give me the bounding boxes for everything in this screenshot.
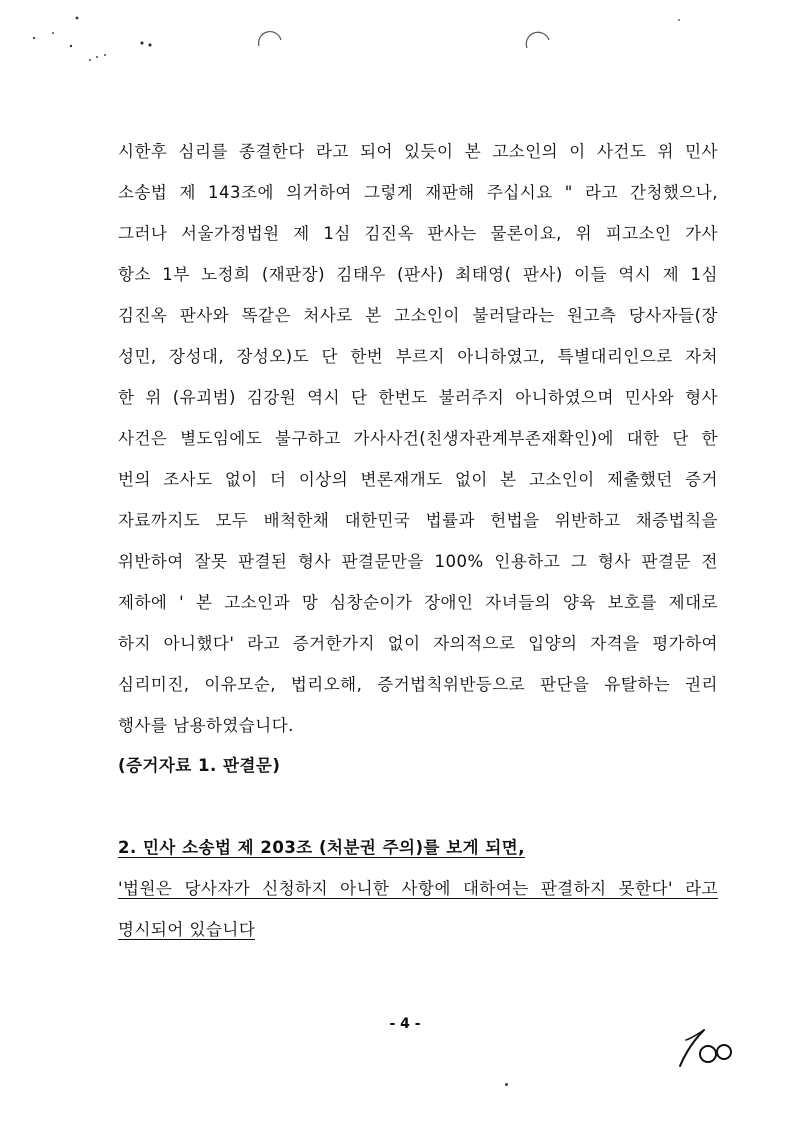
body-line-9: 번의 조사도 없이 더 이상의 변론재개도 없이 본 고소인이 제출했던 증거 [118, 470, 718, 489]
body-line-8: 사건은 별도임에도 불구하고 가사사건(친생자관계부존재확인)에 대한 단 한 [118, 429, 718, 448]
body-line-5: 김진옥 판사와 똑같은 처사로 본 고소인이 불러달라는 원고측 당사자들(장 [118, 306, 718, 325]
body-line-1: 시한후 심리를 종결한다 라고 되어 있듯이 본 고소인의 이 사건도 위 민사 [118, 142, 718, 161]
page-number: - 4 - [389, 1016, 421, 1032]
scan-specks [0, 0, 800, 90]
body-line-13: 하지 아니했다' 라고 증거한가지 없이 자의적으로 입양의 자격을 평가하여 [118, 634, 718, 653]
quote-line-2: 명시되어 있습니다 [118, 920, 256, 939]
body-line-10: 자료까지도 모두 배척한채 대한민국 법률과 헌법을 위반하고 채증법칙을 [118, 511, 718, 530]
evidence-note: (증거자료 1. 판결문) [118, 756, 281, 775]
body-line-7: 한 위 (유괴범) 김강원 역시 단 한번도 불러주지 아니하였으며 민사와 형사 [118, 388, 718, 407]
body-line-15: 행사를 남용하였습니다. [118, 716, 294, 735]
body-line-4: 항소 1부 노정희 (재판장) 김태우 (판사) 최태영( 판사) 이들 역시 제 1심 [118, 265, 718, 284]
body-line-12: 제하에 ' 본 고소인과 망 심창순이가 장애인 자녀들의 양육 보호를 제대로 [118, 593, 718, 612]
quote-line-1: '법원은 당사자가 신청하지 아니한 사항에 대하여는 판결하지 못한다' 라고 [118, 879, 718, 898]
scan-speck [505, 1083, 508, 1086]
body-line-2: 소송법 제 143조에 의거하여 그렇게 재판해 주십시요 " 라고 간청했으나, [118, 183, 718, 202]
body-line-14: 심리미진, 이유모순, 법리오해, 증거법칙위반등으로 판단을 유탈하는 권리 [118, 675, 718, 694]
body-line-11: 위반하여 잘못 판결된 형사 판결문만을 100% 인용하고 그 형사 판결문 전 [118, 552, 718, 571]
handwritten-mark [668, 1022, 738, 1072]
body-line-6: 성민, 장성대, 장성오)도 단 한번 부르지 아니하였고, 특별대리인으로 자처 [118, 347, 718, 366]
section-heading: 2. 민사 소송법 제 203조 (처분권 주의)를 보게 되면, [118, 838, 525, 857]
body-line-3: 그러나 서울가정법원 제 1심 김진옥 판사는 물론이요, 위 피고소인 가사 [118, 224, 718, 243]
